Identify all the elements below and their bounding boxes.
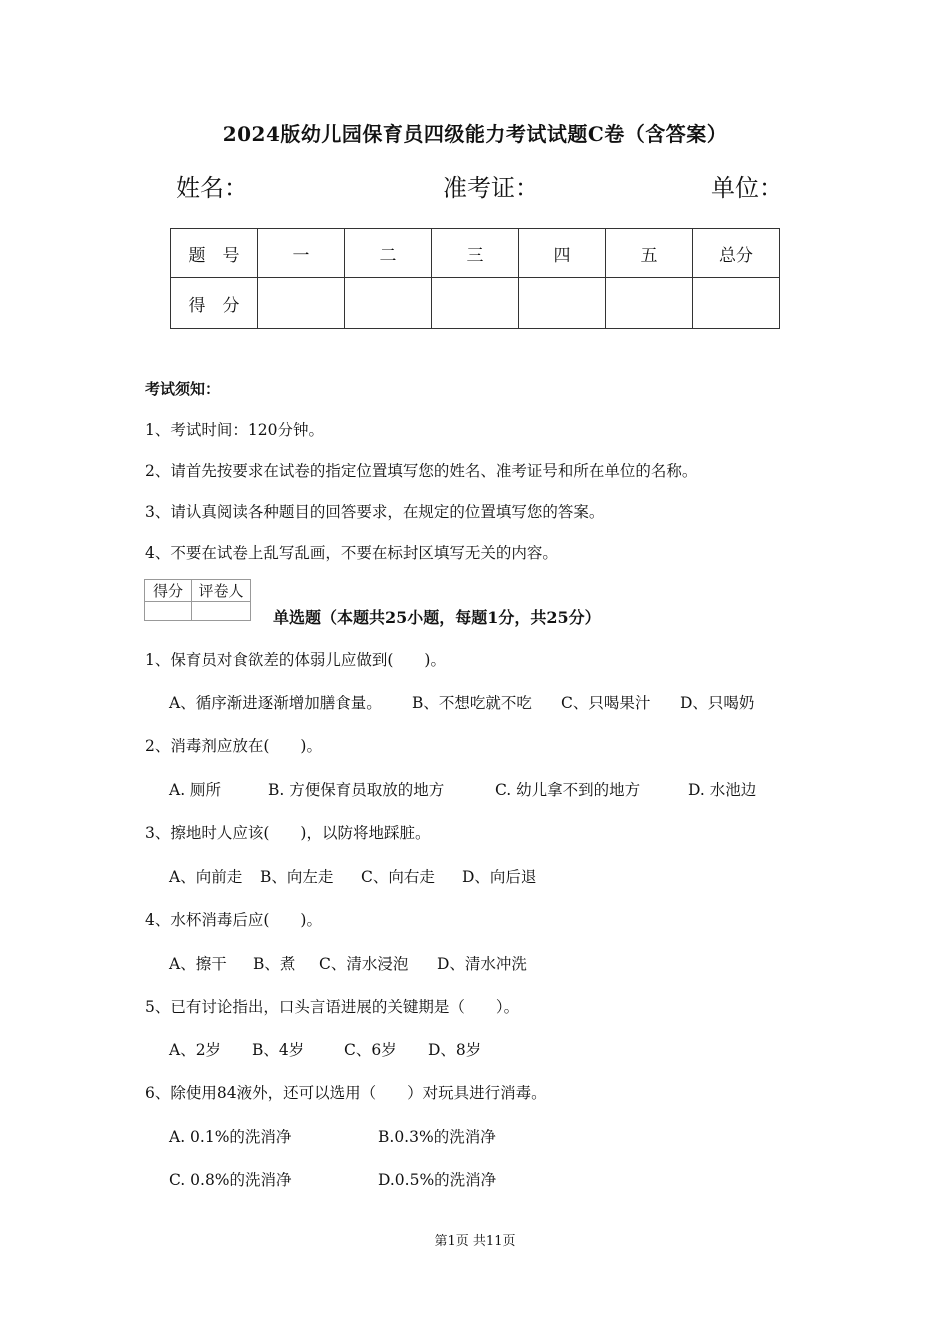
grader-reviewer-label: 评卷人 bbox=[192, 580, 251, 602]
section-title: 单选题（本题共25小题，每题1分，共25分） bbox=[273, 608, 601, 627]
option: B、不想吃就不吃 bbox=[412, 694, 532, 712]
option: A、向前走 bbox=[169, 868, 243, 886]
option: C、只喝果汁 bbox=[561, 694, 651, 712]
score-cell-4[interactable] bbox=[519, 278, 606, 329]
option: D、只喝奶 bbox=[680, 694, 755, 712]
option: A. 0.1%的洗消净 bbox=[169, 1128, 292, 1146]
score-cell-2[interactable] bbox=[345, 278, 432, 329]
page-title: 2024版幼儿园保育员四级能力考试试题C卷（含答案） bbox=[222, 122, 728, 146]
name-label: 姓名： bbox=[176, 174, 248, 202]
grader-reviewer-cell[interactable] bbox=[192, 602, 251, 621]
question-stem: 6、除使用84液外，还可以选用（ ）对玩具进行消毒。 bbox=[145, 1084, 547, 1102]
option: D.0.5%的洗消净 bbox=[378, 1171, 497, 1189]
question-stem: 4、水杯消毒后应( )。 bbox=[145, 911, 322, 929]
notice-item: 1、考试时间：120分钟。 bbox=[145, 421, 324, 439]
score-table-col-4: 四 bbox=[519, 229, 606, 278]
question-stem: 3、擦地时人应该( )，以防将地踩脏。 bbox=[145, 824, 431, 842]
option: A、擦干 bbox=[169, 955, 227, 973]
option: B、4岁 bbox=[252, 1041, 305, 1059]
score-table bbox=[170, 228, 780, 329]
option: D、清水冲洗 bbox=[437, 955, 527, 973]
score-cell-total[interactable] bbox=[693, 278, 780, 329]
question-stem: 1、保育员对食欲差的体弱儿应做到( )。 bbox=[145, 651, 446, 669]
option: C、清水浸泡 bbox=[319, 955, 409, 973]
grader-score-cell[interactable] bbox=[145, 602, 192, 621]
score-table-col-total: 总分 bbox=[693, 229, 780, 278]
notice-item: 3、请认真阅读各种题目的回答要求，在规定的位置填写您的答案。 bbox=[145, 503, 605, 521]
score-table-col-1: 一 bbox=[258, 229, 345, 278]
score-table-col-2: 二 bbox=[345, 229, 432, 278]
question-stem: 2、消毒剂应放在( )。 bbox=[145, 737, 322, 755]
option: C、6岁 bbox=[344, 1041, 397, 1059]
exam-number-label: 准考证： bbox=[443, 174, 539, 202]
score-table-header-label: 题 号 bbox=[171, 229, 258, 278]
score-cell-5[interactable] bbox=[606, 278, 693, 329]
question-stem: 5、已有讨论指出，口头言语进展的关键期是（ ）。 bbox=[145, 998, 520, 1016]
score-table-col-5: 五 bbox=[606, 229, 693, 278]
grader-table bbox=[144, 579, 251, 621]
option: B. 方便保育员取放的地方 bbox=[268, 781, 445, 799]
option: A、循序渐进逐渐增加膳食量。 bbox=[169, 694, 382, 712]
option: B、向左走 bbox=[260, 868, 334, 886]
score-table-row-label: 得 分 bbox=[171, 278, 258, 329]
option: D. 水池边 bbox=[688, 781, 757, 799]
option: C、向右走 bbox=[361, 868, 435, 886]
option: D、8岁 bbox=[428, 1041, 482, 1059]
notice-heading: 考试须知： bbox=[145, 380, 221, 398]
notice-item: 4、不要在试卷上乱写乱画，不要在标封区填写无关的内容。 bbox=[145, 544, 558, 562]
grader-score-label: 得分 bbox=[145, 580, 192, 602]
option: A、2岁 bbox=[169, 1041, 222, 1059]
option: B、煮 bbox=[253, 955, 296, 973]
option: B.0.3%的洗消净 bbox=[378, 1128, 496, 1146]
score-table-col-3: 三 bbox=[432, 229, 519, 278]
page-footer: 第1页 共11页 bbox=[434, 1234, 516, 1249]
unit-label: 单位： bbox=[711, 174, 783, 202]
option: D、向后退 bbox=[462, 868, 537, 886]
option: C. 幼儿拿不到的地方 bbox=[495, 781, 641, 799]
score-cell-3[interactable] bbox=[432, 278, 519, 329]
option: C. 0.8%的洗消净 bbox=[169, 1171, 292, 1189]
notice-item: 2、请首先按要求在试卷的指定位置填写您的姓名、准考证号和所在单位的名称。 bbox=[145, 462, 698, 480]
score-cell-1[interactable] bbox=[258, 278, 345, 329]
option: A. 厕所 bbox=[169, 781, 222, 799]
